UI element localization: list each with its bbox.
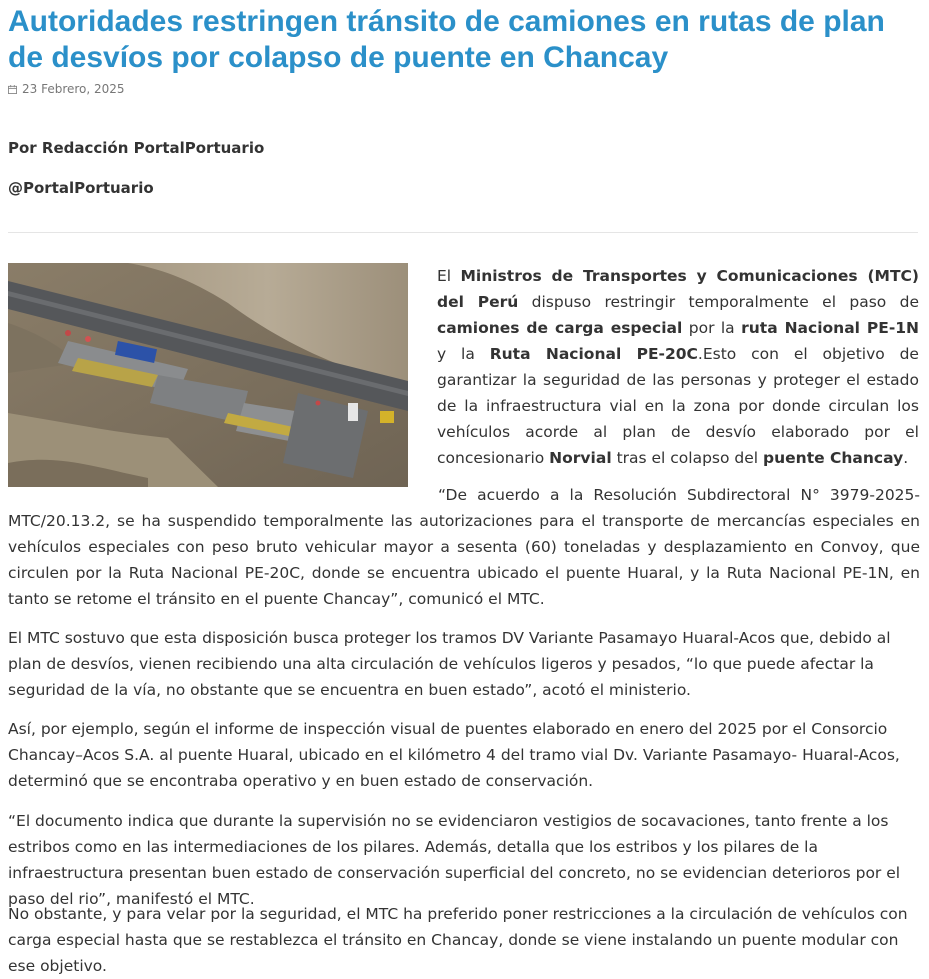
paragraph-5: “El documento indica que durante la supervisión no se evidenciaron vestigios de socavaciones, tanto frente a los estribos como en las intermediaciones de los pilares. Además, detalla que los estribos y los pilares de la infraestructura presentan buen estado de conservación superficial del concreto, no se evidencian deterioros por el paso del rio”, manifestó el MTC.	[8, 812, 901, 908]
paragraph-2: “De acuerdo a la Resolución Subdirectoral N° 3979-2025-MTC/20.13.2, se ha suspendido temporalmente las autorizaciones para el transporte de mercancías especiales en vehículos especiales con peso bruto vehicular mayor a sesenta (60) toneladas y desplazamiento en Convoy, que circulen por la Ruta Nacional PE-20C, donde se encuentra ubicado el puente Huaral, y la Ruta Nacional PE-1N, en tanto se retome el tránsito en el puente Chancay”, comunicó el MTC.	[8, 486, 920, 608]
collapsed-bridge-photo	[8, 263, 408, 487]
date-text: 23 Febrero, 2025	[22, 82, 125, 96]
author-handle[interactable]: @PortalPortuario	[8, 179, 154, 197]
article-photo	[8, 263, 408, 487]
divider	[8, 232, 918, 233]
paragraph-1: El Ministros de Transportes y Comunicaciones (MTC) del Perú dispuso restringir temporalmente el paso de camiones de carga especial por la ruta Nacional PE-1N y la Ruta Nacional PE-20C.Esto con el objetivo de garantizar la seguridad de las personas y proteger el estado de la infraestructura vial en la zona por donde circulan los vehículos acorde al plan de desvío elaborado por el concesionario Norvial tras el colapso del puente Chancay.	[437, 267, 920, 467]
article-title: Autoridades restringen tránsito de camiones en rutas de plan de desvíos por colapso de puente en Chancay	[8, 5, 885, 74]
paragraph-4: Así, por ejemplo, según el informe de inspección visual de puentes elaborado en enero del 2025 por el Consorcio Chancay–Acos S.A. al puente Huaral, ubicado en el kilómetro 4 del tramo vial Dv. Variante Pasamayo- Huaral-Acos, determinó que se encontraba operativo y en buen estado de conservación.	[8, 720, 900, 790]
paragraph-3: El MTC sostuvo que esta disposición busca proteger los tramos DV Variante Pasamayo Huaral-Acos que, debido al plan de desvíos, vienen recibiendo una alta circulación de vehículos ligeros y pesados, “lo que puede afectar la seguridad de la vía, no obstante que se encuentra en buen estado”, acotó el ministerio.	[8, 629, 891, 699]
paragraph-6: No obstante, y para velar por la seguridad, el MTC ha preferido poner restricciones a la circulación de vehículos con carga especial hasta que se restablezca el tránsito en Chancay, donde se viene instalando un puente modular con ese objetivo.	[8, 905, 908, 975]
calendar-icon	[8, 85, 17, 94]
byline: Por Redacción PortalPortuario	[8, 139, 265, 157]
article-date	[8, 81, 125, 97]
